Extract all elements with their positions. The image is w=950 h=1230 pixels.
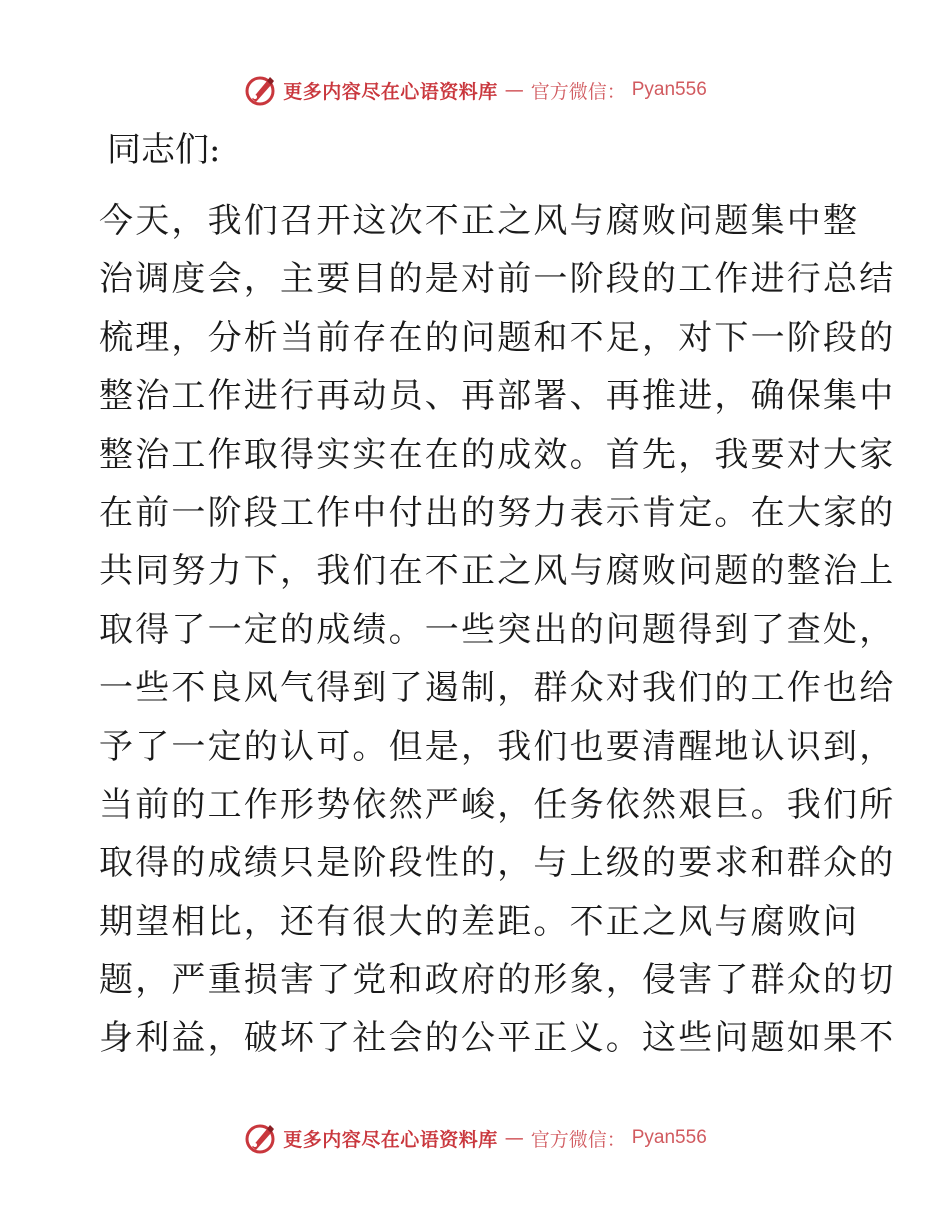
pen-logo-icon xyxy=(243,1121,277,1155)
watermark-wechat-label: 官方微信： xyxy=(530,80,626,103)
watermark-content xyxy=(243,1121,707,1155)
watermark-site-text: 更多内容尽在心语资料库 xyxy=(283,80,498,103)
salutation: 同志们: xyxy=(107,130,221,170)
body-line: 当前的工作形势依然严峻，任务依然艰巨。我们所 xyxy=(99,784,896,825)
body-line: 整治工作进行再动员、再部署、再推进，确保集中 xyxy=(99,376,896,417)
body-line: 一些不良风气得到了遏制，群众对我们的工作也给 xyxy=(99,668,896,709)
body-line: 取得的成绩只是阶段性的，与上级的要求和群众的 xyxy=(99,843,896,884)
header-watermark xyxy=(0,70,950,110)
body-line: 题，严重损害了党和政府的形象，侵害了群众的切 xyxy=(99,960,896,1001)
body-line: 梳理，分析当前存在的问题和不足，对下一阶段的 xyxy=(99,317,896,358)
watermark-wechat-id: Pyan556 xyxy=(631,79,707,100)
watermark-site-text: 更多内容尽在心语资料库 xyxy=(283,1128,498,1151)
body-line: 共同努力下，我们在不正之风与腐败问题的整治上 xyxy=(99,551,896,592)
footer-watermark xyxy=(0,1118,950,1158)
body-line: 治调度会，主要目的是对前一阶段的工作进行总结 xyxy=(99,259,896,300)
pen-logo-icon xyxy=(243,73,277,107)
body-line: 期望相比，还有很大的差距。不正之风与腐败问 xyxy=(99,901,860,942)
watermark-wechat-id: Pyan556 xyxy=(631,1127,707,1148)
watermark-content xyxy=(243,73,707,107)
body-line: 整治工作取得实实在在的成效。首先，我要对大家 xyxy=(99,434,896,475)
watermark-dash: — xyxy=(504,79,524,101)
watermark-wechat-label: 官方微信： xyxy=(530,1128,626,1151)
body-line: 身利益，破坏了社会的公平正义。这些问题如果不 xyxy=(99,1018,896,1059)
body-line: 今天，我们召开这次不正之风与腐败问题集中整 xyxy=(99,201,860,241)
watermark-dash: — xyxy=(504,1127,524,1149)
document-body xyxy=(99,192,896,1068)
body-line: 予了一定的认可。但是，我们也要清醒地认识到， xyxy=(99,726,896,767)
body-line: 取得了一定的成绩。一些突出的问题得到了查处， xyxy=(99,609,896,650)
body-line: 在前一阶段工作中付出的努力表示肯定。在大家的 xyxy=(99,492,896,533)
